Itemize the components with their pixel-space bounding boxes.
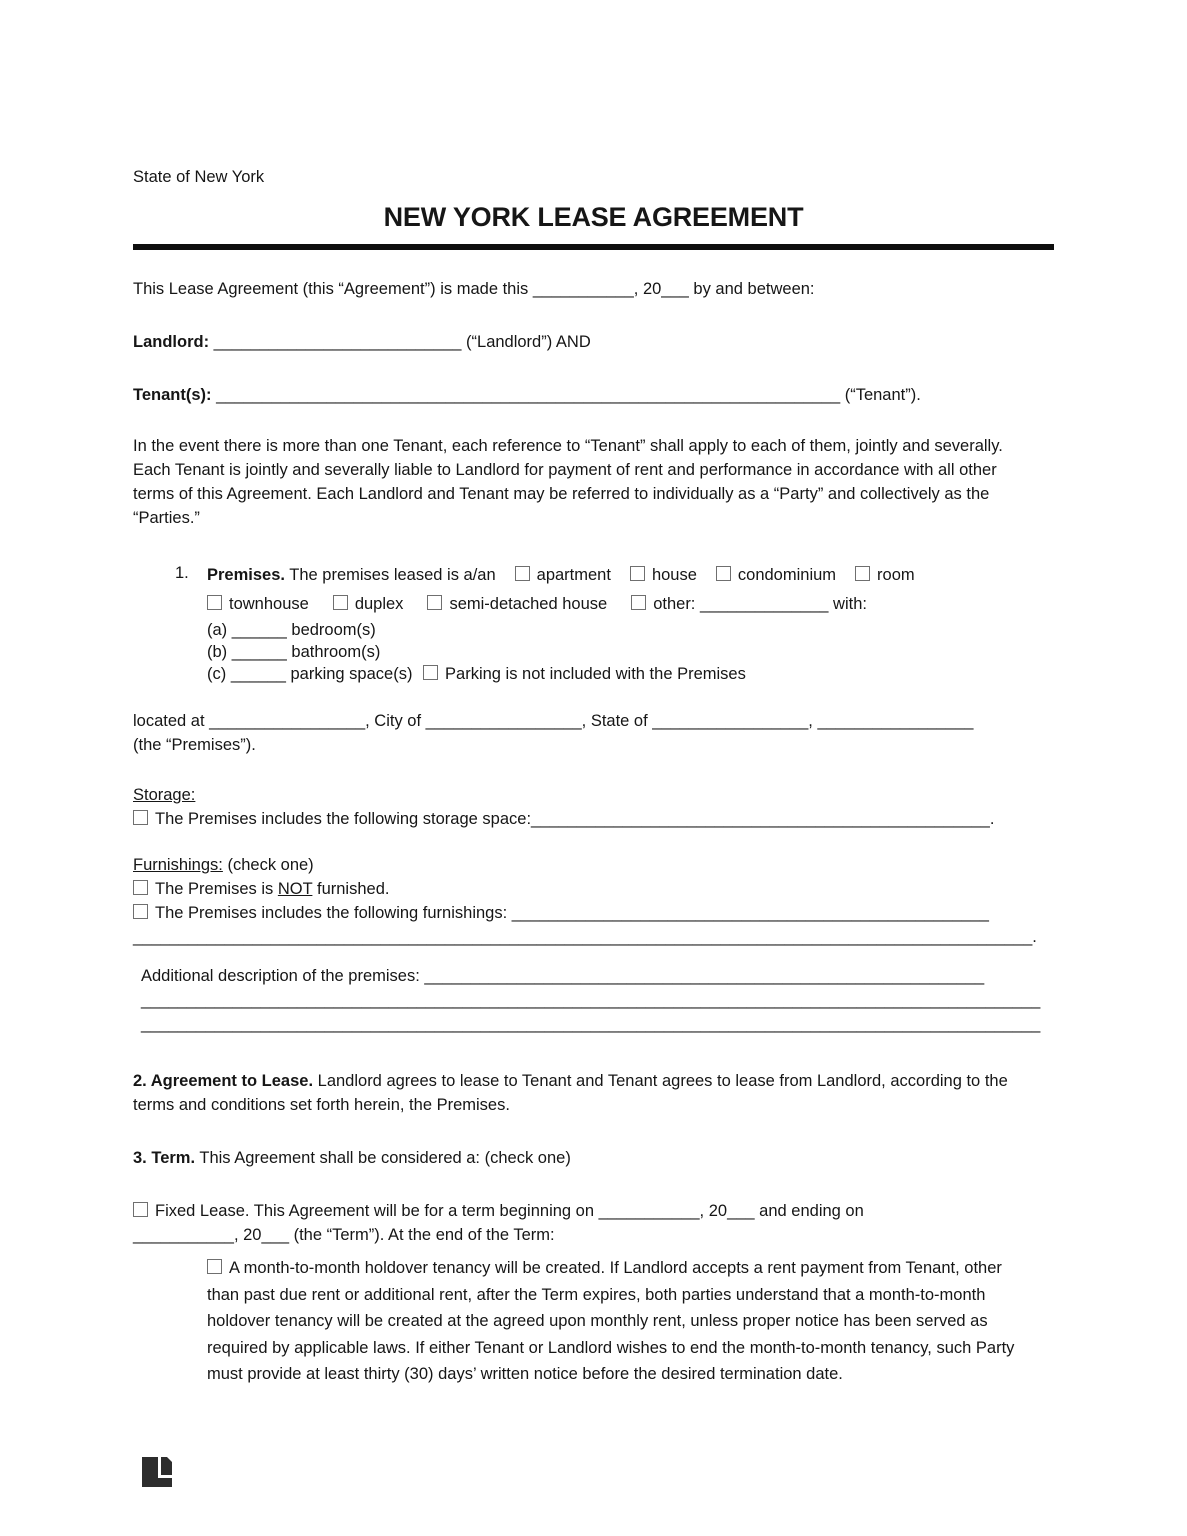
option-house: house — [651, 566, 697, 584]
section-3-heading: 3. Term. — [133, 1149, 196, 1167]
fixed-lease-block — [133, 1199, 1054, 1247]
additional-description-block — [133, 964, 1054, 1036]
fixed-lease-line-2: ___________, 20___ (the “Term”). At the end of the Term: — [133, 1226, 555, 1244]
section-2-text: Landlord agrees to lease to Tenant and Tenant agrees to lease from Landlord, according to the terms and conditions set forth herein, the Premises. — [133, 1072, 1008, 1114]
parking-line — [207, 663, 1054, 685]
checkbox-not-furnished[interactable] — [133, 880, 148, 895]
located-at-line: located at _________________, City of _________________, State of _________________, _________________ — [133, 712, 974, 730]
premises-defined-line: (the “Premises”). — [133, 736, 256, 754]
checkbox-fixed-lease[interactable] — [133, 1202, 148, 1217]
bedrooms-line: (a) ______ bedroom(s) — [207, 621, 376, 639]
additional-blank-line-3: __________________________________________________________________________________________________ — [141, 1015, 1041, 1033]
option-townhouse: townhouse — [229, 595, 309, 613]
premises-type-row-1 — [207, 561, 1054, 590]
storage-blank: __________________________________________________. — [531, 810, 995, 828]
furnishings-check-one: (check one) — [227, 856, 314, 874]
option-apartment: apartment — [536, 566, 611, 584]
tenant-line — [133, 383, 1054, 407]
section-2-agreement-to-lease — [133, 1069, 1038, 1117]
storage-heading: Storage: — [133, 786, 196, 804]
section-1-premises — [133, 561, 1054, 685]
located-at-block — [133, 709, 1054, 757]
fixed-lease-text-1: Fixed Lease. This Agreement will be for a term beginning on ___________, 20___ and ending on — [155, 1202, 864, 1220]
holdover-tenancy-paragraph — [207, 1255, 1037, 1388]
furnished-option-label: The Premises includes the following furnishings: ____________________________________________________ — [155, 904, 989, 922]
option-duplex: duplex — [354, 595, 404, 613]
furnishings-heading: Furnishings: — [133, 856, 223, 874]
holdover-tenancy-text: A month-to-month holdover tenancy will be created. If Landlord accepts a rent payment from Tenant, other than past due rent or additional rent, after the Term expires, both parties understand that a month-to-month holdover tenancy will be created at the agreed upon monthly rent, unless proper notice has been served as required by applicable laws. If either Tenant or Landlord wishes to end the month-to-month tenancy, such Party must provide at least thirty (30) days’ written notice before the desired termination date. — [207, 1259, 1015, 1383]
bathrooms-line: (b) ______ bathroom(s) — [207, 643, 381, 661]
landlord-line — [133, 330, 1054, 354]
additional-description-label: Additional description of the premises: — [141, 967, 420, 985]
parking-blank: (c) ______ parking space(s) — [207, 665, 413, 683]
checkbox-townhouse[interactable] — [207, 595, 222, 610]
checkbox-condominium[interactable] — [716, 566, 731, 581]
item-number: 1. — [175, 564, 189, 582]
additional-blank-line-2: __________________________________________________________________________________________________ — [141, 991, 1041, 1009]
not-furnished-post: furnished. — [317, 880, 390, 898]
premises-type-row-2 — [207, 590, 1054, 619]
tenant-label: Tenant(s): — [133, 386, 212, 404]
furnishings-continuation-line: __________________________________________________________________________________________________. — [133, 928, 1037, 946]
tenant-blank: ____________________________________________________________________ (“Tenant”). — [216, 386, 921, 404]
additional-description-line — [141, 964, 1054, 988]
storage-option-label: The Premises includes the following storage space: — [155, 810, 532, 828]
checkbox-other[interactable] — [631, 595, 646, 610]
section-3-term — [133, 1146, 1054, 1170]
checkbox-apartment[interactable] — [515, 566, 530, 581]
section-2-heading: 2. Agreement to Lease. — [133, 1072, 314, 1090]
fixed-lease-line-1 — [133, 1199, 1054, 1223]
title-divider — [133, 244, 1054, 250]
intro-line: This Lease Agreement (this “Agreement”) is made this ___________, 20___ by and between: — [133, 280, 815, 298]
checkbox-semi-detached-house[interactable] — [427, 595, 442, 610]
checkbox-no-parking[interactable] — [423, 665, 438, 680]
option-condominium: condominium — [737, 566, 837, 584]
premises-lead: The premises leased is a/an — [289, 566, 496, 584]
joint-liability-paragraph: In the event there is more than one Tenant, each reference to “Tenant” shall apply to each of them, jointly and severally. Each Tenant is jointly and severally liable to Landlord for payment of rent and performance in accordance with all other terms of this Agreement. Each Landlord and Tenant may be referred to individually as a “Party” and collectively as the “Parties.” — [133, 437, 1003, 527]
option-other-blank: other: ______________ with: — [653, 595, 867, 613]
landlord-label: Landlord: — [133, 333, 210, 351]
not-underlined: NOT — [277, 880, 313, 898]
page-title: NEW YORK LEASE AGREEMENT — [383, 202, 804, 232]
checkbox-house[interactable] — [630, 566, 645, 581]
checkbox-room[interactable] — [855, 566, 870, 581]
storage-option-line — [133, 807, 1054, 831]
not-furnished-line — [133, 877, 1054, 901]
legal-templates-logo — [141, 1456, 173, 1488]
option-room: room — [877, 566, 915, 584]
option-semi-detached-house: semi-detached house — [449, 595, 608, 613]
checkbox-storage-included[interactable] — [133, 810, 148, 825]
landlord-blank: ___________________________ (“Landlord”) AND — [213, 333, 591, 351]
section-3-text: This Agreement shall be considered a: (check one) — [199, 1149, 571, 1167]
checkbox-holdover-tenancy[interactable] — [207, 1259, 222, 1274]
state-label: State of New York — [133, 168, 265, 186]
not-furnished-pre: The Premises is — [155, 880, 274, 898]
checkbox-duplex[interactable] — [333, 595, 348, 610]
no-parking-label: Parking is not included with the Premises — [445, 665, 746, 683]
premises-heading: Premises. — [207, 566, 285, 584]
legal-templates-logo-icon — [141, 1456, 173, 1488]
furnished-option-line — [133, 901, 1054, 925]
checkbox-furnishings-included[interactable] — [133, 904, 148, 919]
additional-description-blank: _____________________________________________________________ — [424, 967, 985, 985]
furnishings-heading-line — [133, 853, 1054, 877]
